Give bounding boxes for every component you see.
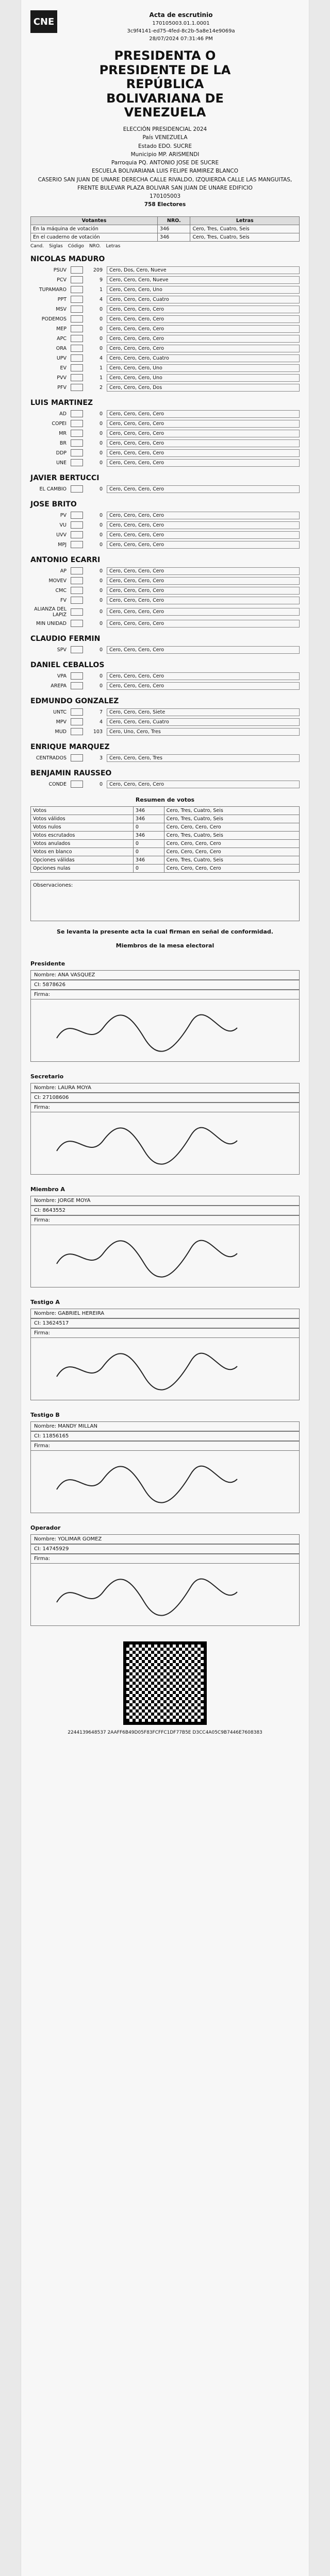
candidate-name: ENRIQUE MARQUEZ (30, 742, 110, 751)
vote-words: Cero, Cero, Cero, Nueve (107, 276, 300, 284)
candidate-party-row (30, 295, 300, 304)
vote-count: 2 (99, 384, 103, 391)
candidate-party-row (30, 363, 300, 373)
candidate-party-row (30, 707, 300, 717)
party-code: EV (60, 365, 67, 371)
vote-words: Cero, Cero, Cero, Cero (107, 512, 300, 519)
signature-icon (52, 1346, 248, 1392)
party-logo-box (71, 325, 83, 332)
candidate-name: JOSE BRITO (30, 500, 77, 509)
party-logo-box (71, 754, 83, 761)
member-ci: CI: 13624517 (30, 1318, 300, 1328)
party-logo-box (71, 315, 83, 323)
party-logo-box (71, 646, 83, 653)
candidate-party-row (30, 373, 300, 383)
signature-area (30, 1338, 300, 1400)
candidate-party-row (30, 753, 300, 763)
party-logo-box (71, 521, 83, 529)
vote-count: 0 (99, 430, 103, 436)
vote-count: 1 (99, 375, 103, 381)
vote-count: 103 (93, 728, 103, 735)
signature-icon (52, 1120, 248, 1166)
candidate-party-row (30, 429, 300, 438)
electores: 758 Electores (144, 201, 186, 208)
vote-count: 0 (99, 597, 103, 603)
vote-count: 0 (99, 486, 103, 492)
vote-words: Cero, Cero, Cero, Uno (107, 374, 300, 382)
party-logo-box (71, 384, 83, 391)
vote-words: Cero, Cero, Cero, Cero (107, 410, 300, 418)
party-logo-box (71, 439, 83, 447)
doc-title: Acta de escrutinio (149, 11, 213, 19)
signature-icon (52, 1233, 248, 1279)
party-code: MPV (56, 719, 67, 725)
vote-words: Cero, Cero, Cero, Cero (107, 485, 300, 493)
header (30, 10, 300, 43)
party-code: VPA (57, 673, 67, 679)
member-role: Secretario (30, 1073, 64, 1080)
candidate-party-row (30, 530, 300, 540)
mesa-title: Miembros de la mesa electoral (116, 942, 214, 949)
party-logo-box (71, 718, 83, 725)
vote-words: Cero, Cero, Cero, Cero (107, 587, 300, 595)
party-code: UVV (56, 532, 67, 538)
vote-count: 0 (99, 532, 103, 538)
address: CASERIO SAN JUAN DE UNARE DERECHA CALLE RIVALDO, IZQUIERDA CALLE LAS MANGUITAS, FRENTE BULEVAR PLAZA BOLIVAR SAN JUAN DE UNARE EDIFICIO (38, 176, 292, 191)
vote-words: Cero, Cero, Cero, Cero (107, 541, 300, 549)
vote-words: Cero, Cero, Cero, Cero (107, 449, 300, 457)
candidate-party-row (30, 586, 300, 596)
party-logo-box (71, 306, 83, 313)
party-code: PPT (57, 296, 67, 302)
party-logo-box (71, 374, 83, 381)
candidate-party-row (30, 383, 300, 393)
vote-words: Cero, Cero, Cero, Cero (107, 531, 300, 539)
party-logo-box (71, 276, 83, 283)
candidate-party-row (30, 671, 300, 681)
party-code: CENTRADOS (36, 755, 67, 761)
candidate-party-row (30, 265, 300, 275)
party-code: PCV (57, 277, 67, 283)
vote-words: Cero, Cero, Cero, Cero (107, 459, 300, 467)
party-logo-box (71, 335, 83, 342)
vote-words: Cero, Cero, Cero, Uno (107, 286, 300, 294)
doc-code: 170105003.01.1.0001 (152, 21, 210, 26)
member-firma-label: Firma: (30, 1328, 300, 1338)
party-code: MPJ (58, 541, 67, 548)
vote-count: 0 (99, 420, 103, 427)
member-name: Nombre: ANA VASQUEZ (30, 970, 300, 980)
member-role: Testigo A (30, 1298, 60, 1306)
party-code: MR (59, 430, 67, 436)
signature-area (30, 1112, 300, 1175)
vote-words: Cero, Cero, Cero, Cero (107, 430, 300, 437)
signature-area (30, 1564, 300, 1626)
vote-words: Cero, Cero, Cero, Cero (107, 306, 300, 313)
vote-count: 3 (99, 755, 103, 761)
candidate-party-row (30, 334, 300, 344)
member-name: Nombre: YOLIMAR GOMEZ (30, 1534, 300, 1544)
party-code: PVV (57, 375, 67, 381)
candidate-party-row (30, 779, 300, 789)
party-logo-box (71, 620, 83, 627)
summary-row: Votos 346 Cero, Tres, Cuatro, Seis (31, 806, 300, 815)
member-role: Miembro A (30, 1185, 65, 1193)
table-row: En la máquina de votación 346 Cero, Tres, Cuatro, Seis (31, 225, 300, 233)
vote-count: 0 (99, 440, 103, 446)
signature-icon (52, 1459, 248, 1505)
summary-row: Opciones nulas 0 Cero, Cero, Cero, Cero (31, 864, 300, 872)
summary-row: Votos nulos 0 Cero, Cero, Cero, Cero (31, 823, 300, 831)
center-code: 170105003 (149, 193, 181, 200)
candidate-name: JAVIER BERTUCCI (30, 473, 100, 482)
party-code: PODEMOS (41, 316, 67, 322)
vote-count: 0 (99, 522, 103, 528)
summary-title: Resumen de votos (135, 796, 195, 803)
observaciones-box (30, 880, 300, 921)
candidate-party-row (30, 344, 300, 353)
parish: Parroquia PQ. ANTONIO JOSE DE SUCRE (111, 160, 219, 166)
member-block (30, 1299, 300, 1400)
party-code: UNTC (53, 709, 67, 715)
party-code: VU (59, 522, 67, 528)
party-logo-box (71, 345, 83, 352)
party-code: ALIANZA DEL LAPIZ (34, 606, 67, 618)
party-logo-box (71, 531, 83, 538)
vote-count: 4 (99, 719, 103, 725)
vote-words: Cero, Cero, Cero, Dos (107, 384, 300, 392)
vote-count: 0 (99, 316, 103, 322)
vote-words: Cero, Cero, Cero, Siete (107, 708, 300, 716)
municipality: Municipio MP. ARISMENDI (130, 151, 200, 158)
member-firma-label: Firma: (30, 990, 300, 999)
member-ci: CI: 11856165 (30, 1431, 300, 1441)
state: Estado EDO. SUCRE (138, 143, 192, 149)
member-block (30, 1524, 300, 1626)
vote-count: 1 (99, 286, 103, 293)
vote-words: Cero, Cero, Cero, Uno (107, 364, 300, 372)
candidate-party-row (30, 727, 300, 737)
summary-row: Votos anulados 0 Cero, Cero, Cero, Cero (31, 839, 300, 848)
party-code: CONDE (48, 781, 67, 787)
party-logo-box (71, 430, 83, 437)
footer-hash: 2244139648537 2AAFF6B49D05F83FCFFC1DF77B5E D3CC4A05C9B7446E7608383 (68, 1730, 262, 1735)
country: País VENEZUELA (142, 134, 188, 141)
candidate-name: CLAUDIO FERMIN (30, 634, 101, 643)
signature-area (30, 999, 300, 1062)
member-ci: CI: 27108606 (30, 1093, 300, 1103)
vote-count: 0 (99, 512, 103, 518)
party-code: MOVEV (48, 578, 67, 584)
candidate-name: NICOLAS MADURO (30, 255, 105, 263)
party-code: EL CAMBIO (39, 486, 67, 492)
vote-words: Cero, Cero, Cero, Cero (107, 335, 300, 343)
vote-count: 0 (99, 411, 103, 417)
summary-row: Opciones válidas 346 Cero, Tres, Cuatro, Seis (31, 856, 300, 864)
member-block (30, 1412, 300, 1513)
party-logo-box (71, 512, 83, 519)
candidate-party-row (30, 596, 300, 605)
party-logo-box (71, 485, 83, 493)
vote-words: Cero, Cero, Cero, Cero (107, 781, 300, 788)
candidate-party-row (30, 304, 300, 314)
vote-count: 209 (93, 267, 103, 273)
vote-count: 0 (99, 326, 103, 332)
party-logo-box (71, 354, 83, 362)
vote-words: Cero, Cero, Cero, Cero (107, 325, 300, 333)
party-code: MUD (55, 728, 67, 735)
candidate-party-row (30, 419, 300, 429)
vote-words: Cero, Cero, Cero, Cero (107, 608, 300, 616)
party-logo-box (71, 597, 83, 604)
party-code: TUPAMARO (39, 286, 67, 293)
party-logo-box (71, 577, 83, 584)
summary-row: Votos en blanco 0 Cero, Cero, Cero, Cero (31, 848, 300, 856)
party-code: CMC (55, 587, 67, 594)
vote-count: 0 (99, 673, 103, 679)
vote-words: Cero, Cero, Cero, Cero (107, 521, 300, 529)
party-logo-box (71, 266, 83, 274)
vote-count: 4 (99, 355, 103, 361)
party-code: AREPA (51, 683, 67, 689)
doc-date: 28/07/2024 07:31:46 PM (149, 36, 213, 42)
member-name: Nombre: JORGE MOYA (30, 1196, 300, 1206)
vote-words: Cero, Cero, Cero, Cero (107, 620, 300, 628)
vote-words: Cero, Cero, Cero, Cuatro (107, 296, 300, 303)
candidate-party-row (30, 566, 300, 576)
vote-count: 0 (99, 568, 103, 574)
candidate-name: DANIEL CEBALLOS (30, 660, 105, 669)
party-logo-box (71, 541, 83, 548)
party-logo-box (71, 682, 83, 689)
candidate-party-row (30, 324, 300, 334)
vote-count: 0 (99, 647, 103, 653)
party-code: PFV (57, 384, 67, 391)
member-role: Presidente (30, 960, 65, 967)
candidate-party-row (30, 605, 300, 619)
party-code: UPV (56, 355, 67, 361)
candidate-party-row (30, 458, 300, 468)
vote-words: Cero, Cero, Cero, Cero (107, 577, 300, 585)
member-firma-label: Firma: (30, 1215, 300, 1225)
vote-count: 7 (99, 709, 103, 715)
vote-count: 0 (99, 306, 103, 312)
party-code: MEP (56, 326, 67, 332)
party-logo-box (71, 781, 83, 788)
party-code: PV (60, 512, 67, 518)
vote-count: 0 (99, 541, 103, 548)
member-name: Nombre: LAURA MOYA (30, 1083, 300, 1093)
votantes-table: Votantes NRO. Letras En la máquina de votación 346 Cero, Tres, Cuatro, Seis En el cuaderno de votación 346 Cero, Tres, Cuatro, Seis (30, 216, 300, 242)
signature-icon (52, 1007, 248, 1054)
party-code: BR (59, 440, 67, 446)
summary-row: Votos escrutados 346 Cero, Tres, Cuatro, Seis (31, 831, 300, 839)
vote-count: 0 (99, 460, 103, 466)
party-code: SPV (57, 647, 67, 653)
party-code: DDP (56, 450, 67, 456)
party-logo-box (71, 567, 83, 574)
page-title: PRESIDENTA O PRESIDENTE DE LA REPÚBLICA BOLIVARIANA DE VENEZUELA (99, 48, 231, 120)
doc-hash: 3c9f4141-ed75-4fed-8c2b-5a8e14e9069a (127, 28, 235, 34)
vote-count: 0 (99, 578, 103, 584)
member-ci: CI: 14745929 (30, 1544, 300, 1554)
member-block (30, 960, 300, 1062)
vote-count: 1 (99, 365, 103, 371)
party-logo-box (71, 608, 83, 616)
member-block (30, 1186, 300, 1287)
candidate-party-row (30, 484, 300, 494)
table-row: En el cuaderno de votación 346 Cero, Tres, Cuatro, Seis (31, 233, 300, 241)
candidate-party-row (30, 540, 300, 550)
party-code: ORA (56, 345, 67, 351)
candidate-list (30, 255, 300, 789)
vote-words: Cero, Cero, Cero, Cero (107, 315, 300, 323)
party-code: COPEI (52, 420, 67, 427)
party-code: MSV (56, 306, 67, 312)
candidate-name: ANTONIO ECARRI (30, 555, 101, 564)
vote-count: 4 (99, 296, 103, 302)
party-logo-box (71, 420, 83, 427)
vote-words: Cero, Cero, Cero, Cuatro (107, 718, 300, 726)
signature-area (30, 1225, 300, 1287)
vote-words: Cero, Cero, Cero, Cero (107, 672, 300, 680)
member-block (30, 1073, 300, 1175)
vote-count: 0 (99, 450, 103, 456)
document-page (21, 0, 309, 2576)
candidate-subheader: Cand. Siglas Código NRO. Letras (30, 243, 121, 249)
party-code: AD (59, 411, 67, 417)
candidate-party-row (30, 285, 300, 295)
signature-icon (52, 1571, 248, 1618)
candidate-party-row (30, 645, 300, 655)
member-firma-label: Firma: (30, 1441, 300, 1451)
party-code: UNE (56, 460, 67, 466)
signature-area (30, 1451, 300, 1513)
candidate-party-row (30, 353, 300, 363)
cne-logo: CNE (30, 10, 57, 33)
election-meta (30, 125, 300, 209)
candidate-party-row (30, 275, 300, 285)
vote-count: 0 (99, 345, 103, 351)
vote-count: 0 (99, 587, 103, 594)
party-code: APC (57, 335, 67, 342)
vote-count: 0 (99, 620, 103, 626)
vote-words: Cero, Cero, Cero, Cero (107, 567, 300, 575)
election-name: ELECCIÓN PRESIDENCIAL 2024 (123, 126, 207, 132)
member-name: Nombre: GABRIEL HEREIRA (30, 1309, 300, 1318)
member-firma-label: Firma: (30, 1554, 300, 1564)
candidate-party-row (30, 619, 300, 629)
party-code: MIN UNIDAD (36, 620, 67, 626)
member-role: Testigo B (30, 1411, 60, 1418)
vote-words: Cero, Cero, Cero, Cero (107, 682, 300, 690)
party-logo-box (71, 728, 83, 735)
vote-count: 0 (99, 609, 103, 615)
party-logo-box (71, 296, 83, 303)
party-logo-box (71, 459, 83, 466)
candidate-name: LUIS MARTINEZ (30, 398, 93, 407)
vote-words: Cero, Uno, Cero, Tres (107, 728, 300, 736)
party-logo-box (71, 286, 83, 293)
summary-row: Votos válidos 346 Cero, Tres, Cuatro, Seis (31, 815, 300, 823)
observaciones-label: Observaciones: (33, 882, 73, 888)
vote-count: 0 (99, 335, 103, 342)
vote-count: 0 (99, 781, 103, 787)
candidate-party-row (30, 438, 300, 448)
vote-words: Cero, Cero, Cero, Tres (107, 754, 300, 762)
candidate-party-row (30, 314, 300, 324)
candidate-name: BENJAMIN RAUSSEO (30, 769, 112, 777)
candidate-party-row (30, 681, 300, 691)
party-logo-box (71, 672, 83, 680)
party-logo-box (71, 410, 83, 417)
vote-count: 9 (99, 277, 103, 283)
candidate-party-row (30, 520, 300, 530)
vote-words: Cero, Cero, Cero, Cuatro (107, 354, 300, 362)
party-logo-box (71, 364, 83, 371)
members-list (30, 960, 300, 1626)
school: ESCUELA BOLIVARIANA LUIS FELIPE RAMIREZ BLANCO (91, 168, 239, 175)
member-ci: CI: 5878626 (30, 980, 300, 990)
candidate-party-row (30, 511, 300, 520)
summary-table (30, 806, 300, 873)
vote-count: 0 (99, 683, 103, 689)
candidate-party-row (30, 717, 300, 727)
vote-words: Cero, Cero, Cero, Cero (107, 345, 300, 352)
party-code: PSUV (53, 267, 67, 273)
member-name: Nombre: MANDY MILLAN (30, 1421, 300, 1431)
vote-words: Cero, Cero, Cero, Cero (107, 597, 300, 604)
qr-code (123, 1641, 207, 1725)
party-code: FV (60, 597, 67, 603)
candidate-name: EDMUNDO GONZALEZ (30, 697, 119, 705)
vote-words: Cero, Cero, Cero, Cero (107, 439, 300, 447)
candidate-party-row (30, 409, 300, 419)
candidate-party-row (30, 576, 300, 586)
vote-words: Cero, Cero, Cero, Cero (107, 646, 300, 654)
party-logo-box (71, 708, 83, 716)
candidate-party-row (30, 448, 300, 458)
vote-words: Cero, Cero, Cero, Cero (107, 420, 300, 428)
party-logo-box (71, 587, 83, 594)
member-role: Operador (30, 1524, 61, 1531)
member-firma-label: Firma: (30, 1103, 300, 1112)
vote-words: Cero, Dos, Cero, Nueve (107, 266, 300, 274)
member-ci: CI: 8643552 (30, 1206, 300, 1215)
party-logo-box (71, 449, 83, 456)
party-code: AP (60, 568, 67, 574)
closing-text: Se levanta la presente acta la cual firman en señal de conformidad. (57, 928, 273, 935)
